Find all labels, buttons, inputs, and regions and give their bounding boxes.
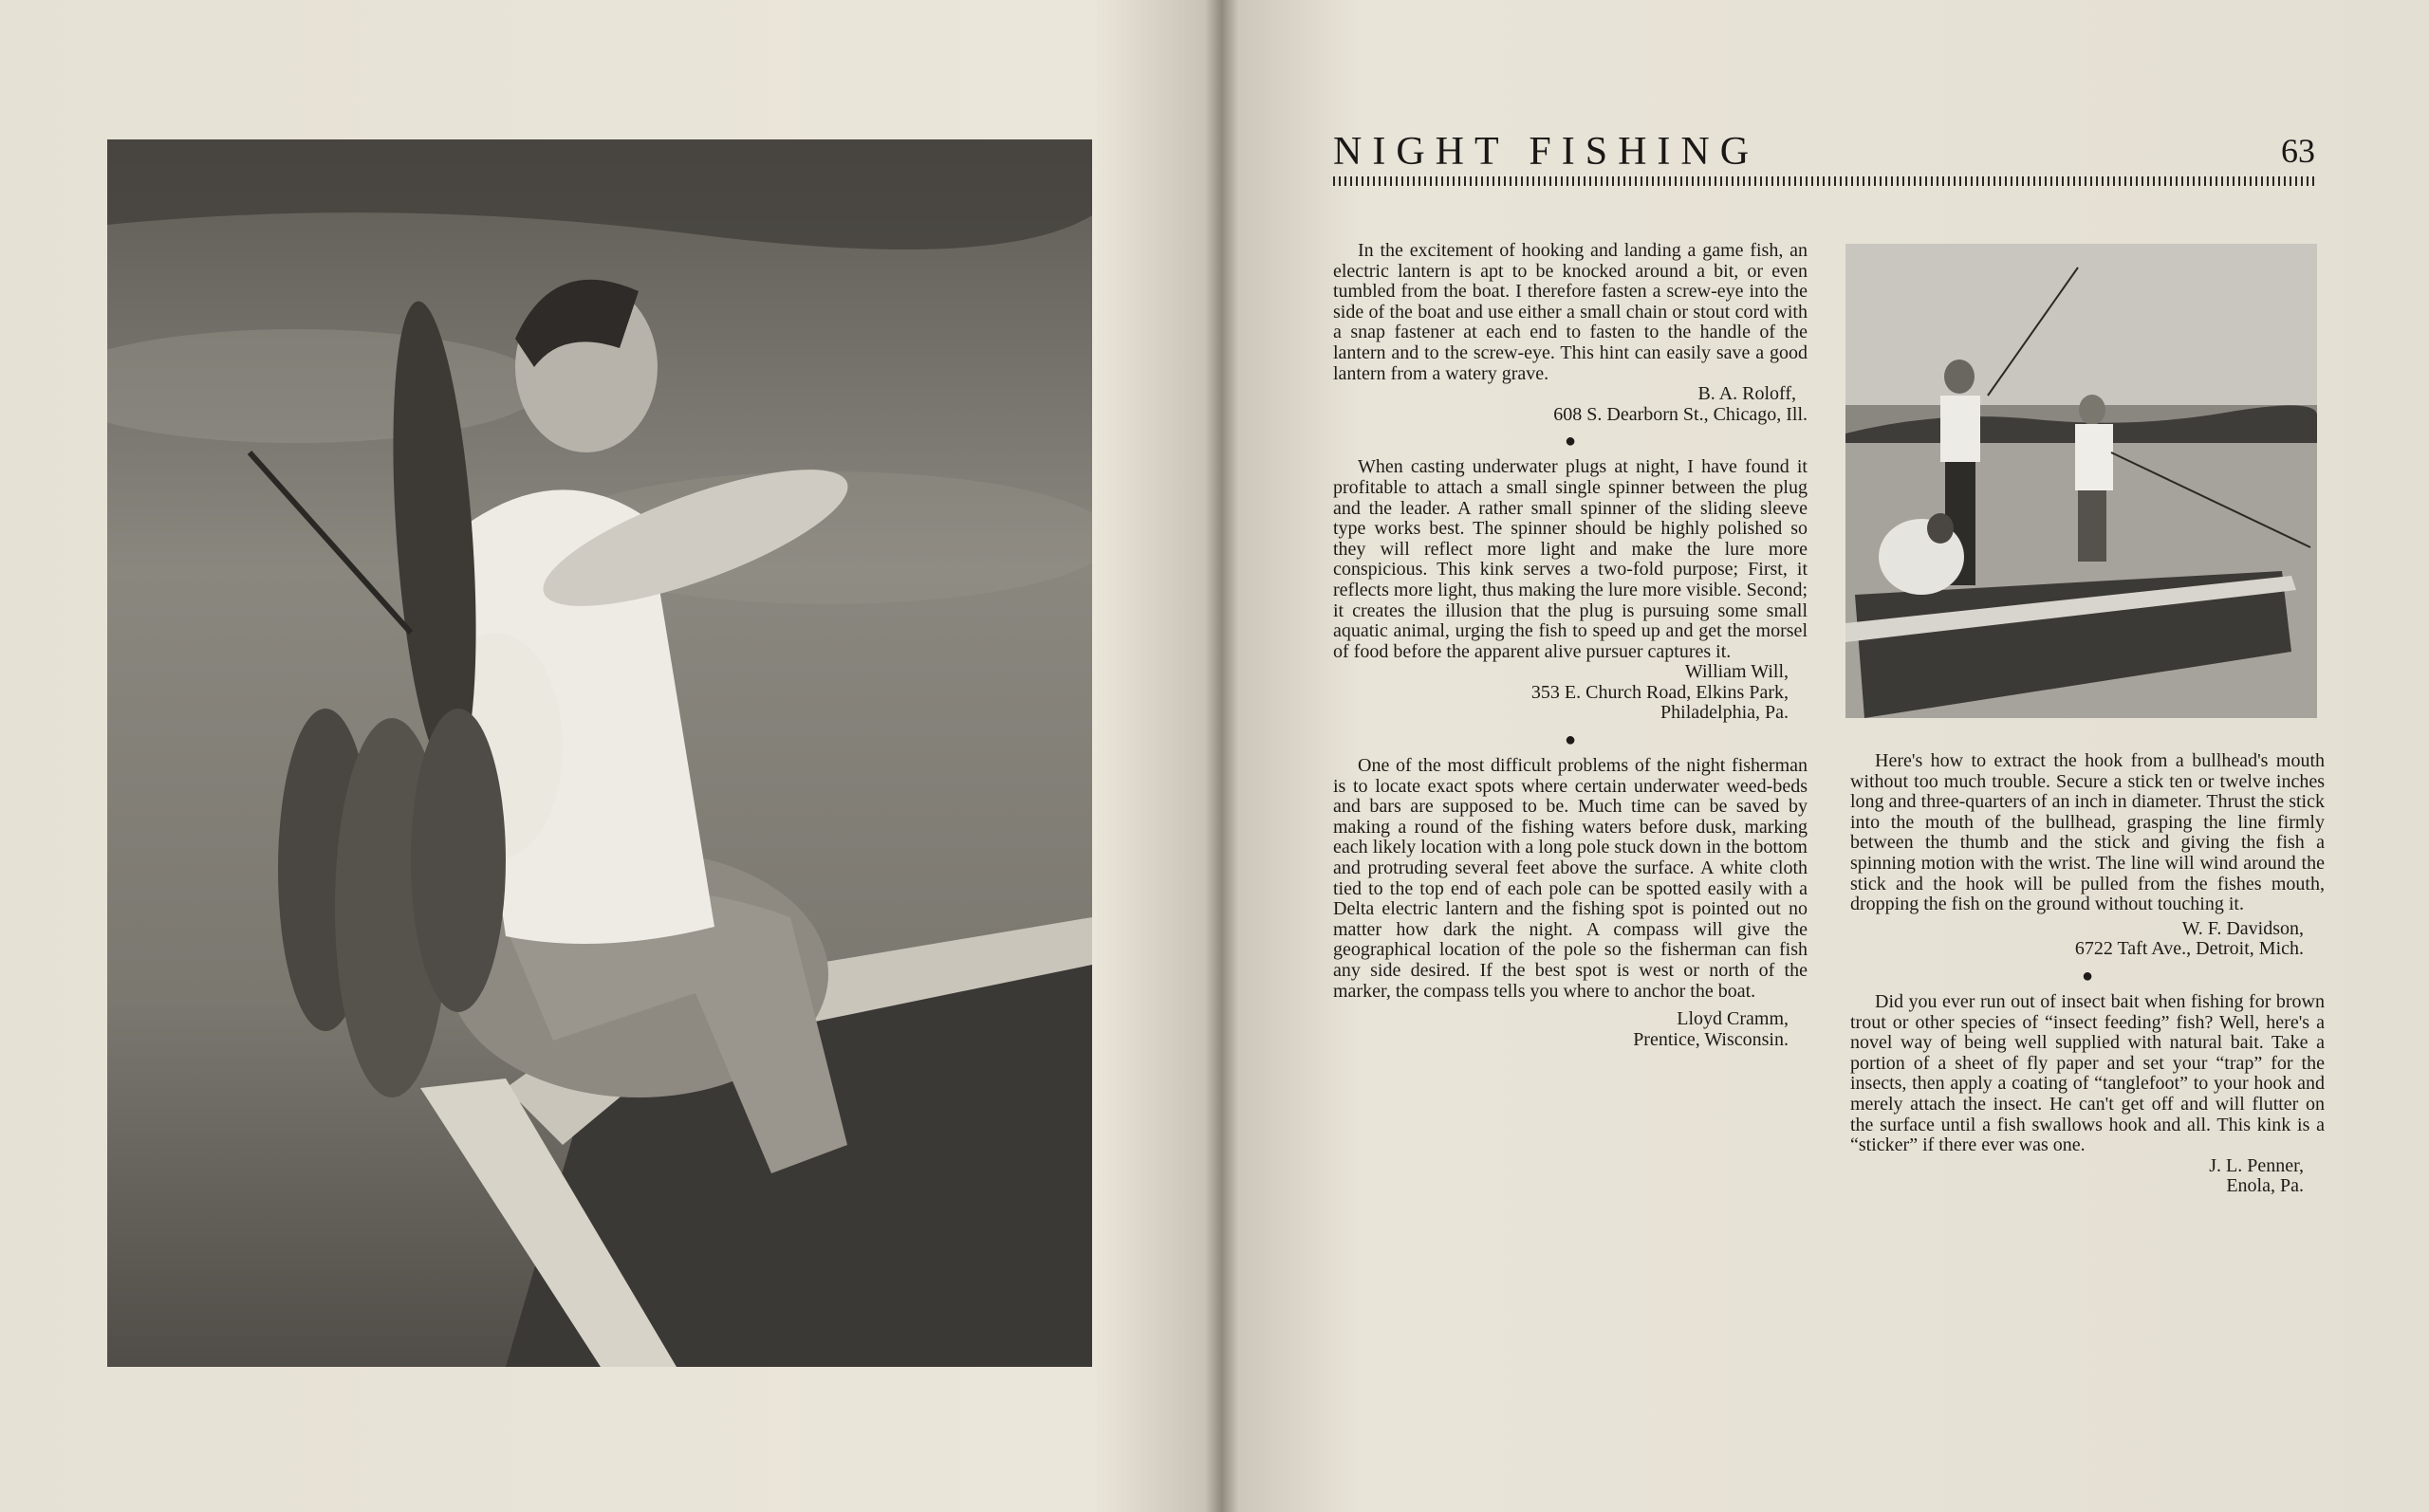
separator-bullet: ● bbox=[1564, 729, 1577, 751]
men-fishing-boat-photo bbox=[1845, 244, 2317, 718]
tip-lantern-address: 608 S. Dearborn St., Chicago, Ill. bbox=[1553, 403, 1808, 425]
tip-markers-text: One of the most difficult problems of the night fisherman is to locate exact spots where certain underwater weed-beds and bars are supposed to be. Much time can be saved by making a round of the fishing waters before dusk, marking each likely location with a long pole stuck down in the bottom and protruding several feet above the surface. A white cloth tied to the top end of each pole can be spotted easily with a Delta electric lantern and the fishing spot is pointed out no matter how dark the night. A compass will give the geographical location of the pole so the fisherman can fish any side desired. If the best spot is west or north of the marker, the compass tells you where to anchor the boat. bbox=[1333, 755, 1808, 1002]
tip-spinner-address-line1: 353 E. Church Road, Elkins Park, bbox=[1530, 681, 1789, 703]
fisherman-with-bass-photo bbox=[107, 139, 1092, 1367]
tip-bullhead-author: W. F. Davidson, bbox=[2181, 917, 2304, 939]
tip-markers-address: Prentice, Wisconsin. bbox=[1633, 1028, 1789, 1050]
tip-spinner-text: When casting underwater plugs at night, I have found it profitable to attach a small single spinner between the plug and the leader. A rather small spinner of the sliding sleeve type works best. The spinner should be highly polished so they will reflect more light and make the lure more conspicious. This kink serves a two-fold purpose; First, it reflects more light, thus making the lure more visible. Second; it creates the illusion that the plug is pursuing some small aquatic animal, urging the fish to speed up and get the morsel of food before the apparent alive pursuer captures it. bbox=[1333, 456, 1808, 662]
tip-insect-bait-text: Did you ever run out of insect bait when fishing for brown trout or other species of “insect feeding” fish? Well, here's a novel way of being well supplied with natural bait. Take a portion of a sheet of fly paper and set your “trap” for the insects, then apply a coating of “tanglefoot” to your hook and merely attach the insect. He can't get off and will flutter on the surface until a fish swallows hook and all. This kink is a “sticker” if there ever was one. bbox=[1850, 990, 2325, 1156]
text-column-right bbox=[1850, 751, 2325, 1197]
tip-insect-bait-author: J. L. Penner, bbox=[2209, 1154, 2304, 1176]
page-number: 63 bbox=[2281, 132, 2315, 170]
tip-spinner-author: William Will, bbox=[1684, 661, 1789, 683]
tip-lantern-author: B. A. Roloff, bbox=[1697, 383, 1796, 405]
dotted-rule bbox=[1333, 176, 2315, 186]
tip-bullhead-text: Here's how to extract the hook from a bullhead's mouth without too much trouble. Secure a stick ten or twelve inches long and three-quarters of an inch in diameter. Thrust the stick into the mouth of the bullhead, grasping the line firmly between the thumb and the stick and giving the fish a spinning motion with the wrist. The line will wind around the stick and the hook will be pulled from the fishes mouth, dropping the fish on the ground without touching it. bbox=[1850, 750, 2325, 915]
tip-spinner-address-line2: Philadelphia, Pa. bbox=[1660, 702, 1789, 724]
text-column-left bbox=[1333, 241, 1808, 1050]
tip-bullhead-address: 6722 Taft Ave., Detroit, Mich. bbox=[2074, 938, 2304, 960]
page-title: NIGHT FISHING bbox=[1333, 130, 1760, 174]
tip-insect-bait-address: Enola, Pa. bbox=[2226, 1175, 2304, 1197]
separator-bullet: ● bbox=[2081, 965, 2094, 986]
tip-markers-author: Lloyd Cramm, bbox=[1677, 1008, 1789, 1030]
tip-lantern-text: In the excitement of hooking and landing a game fish, an electric lantern is apt to be knocked around a bit, or even tumbled from the boat. I therefore fasten a screw-eye into the side of the boat and use either a small chain or stout cord with a snap fastener at each end to fasten to the handle of the lantern and to the screw-eye. This hint can easily save a good lantern from a watery grave. bbox=[1333, 240, 1808, 384]
separator-bullet: ● bbox=[1564, 431, 1577, 452]
